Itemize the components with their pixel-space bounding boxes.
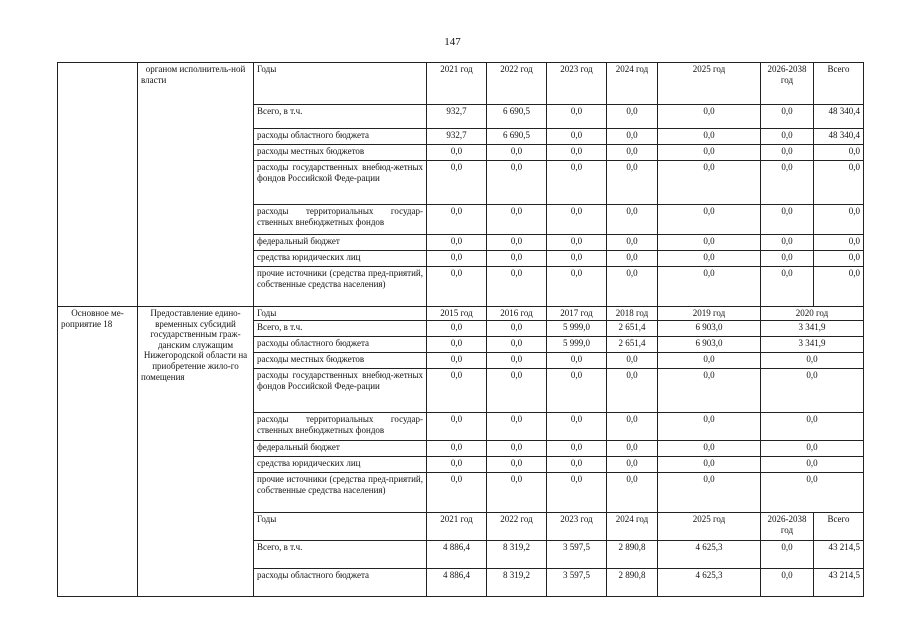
column-header: 2026-2038 год: [761, 63, 814, 105]
column-header: 2020 год: [761, 307, 864, 321]
page-number: 147: [444, 36, 461, 48]
value-cell: 0,0: [547, 413, 607, 441]
value-cell: 0,0: [487, 251, 547, 267]
value-cell: 6 690,5: [487, 105, 547, 129]
value-cell: 4 625,3: [658, 569, 761, 597]
column-header: Годы: [254, 63, 427, 105]
value-cell: 0,0: [658, 473, 761, 513]
value-cell: 0,0: [607, 413, 658, 441]
row-label: расходы территориальных государ-ственных внебюджетных фондов: [254, 205, 427, 235]
value-cell: 0,0: [658, 457, 761, 473]
value-cell: 0,0: [427, 145, 487, 161]
value-cell: 0,0: [658, 235, 761, 251]
value-cell: 0,0: [547, 251, 607, 267]
value-cell: 43 214,5: [814, 541, 864, 569]
measure-cell: Основное ме-роприятие 18: [58, 307, 138, 597]
value-cell: 0,0: [427, 413, 487, 441]
value-cell: 0,0: [607, 369, 658, 413]
value-cell: 0,0: [487, 353, 547, 369]
value-cell: 2 651,4: [607, 321, 658, 337]
value-cell: 0,0: [761, 235, 814, 251]
column-header: 2018 год: [607, 307, 658, 321]
value-cell: 8 319,2: [487, 541, 547, 569]
column-header: 2025 год: [658, 513, 761, 541]
value-cell: 932,7: [427, 129, 487, 145]
executor-cell: органом исполнитель-ной власти: [138, 63, 254, 307]
value-cell: 0,0: [427, 441, 487, 457]
value-cell: 0,0: [547, 369, 607, 413]
column-header: Годы: [254, 307, 427, 321]
value-cell: 4 886,4: [427, 541, 487, 569]
row-label: расходы областного бюджета: [254, 129, 427, 145]
value-cell: 0,0: [427, 161, 487, 205]
value-cell: 0,0: [761, 145, 814, 161]
value-cell: 0,0: [607, 129, 658, 145]
value-cell: 0,0: [814, 267, 864, 307]
value-cell: 0,0: [607, 267, 658, 307]
value-cell: 0,0: [761, 441, 864, 457]
value-cell: 0,0: [487, 457, 547, 473]
value-cell: 0,0: [427, 235, 487, 251]
row-label: прочие источники (средства пред-приятий, собственные средства населения): [254, 267, 427, 307]
row-label: расходы территориальных государ-ственных внебюджетных фондов: [254, 413, 427, 441]
value-cell: 0,0: [607, 235, 658, 251]
value-cell: 0,0: [547, 235, 607, 251]
value-cell: 3 341,9: [761, 337, 864, 353]
value-cell: 0,0: [814, 235, 864, 251]
value-cell: 0,0: [607, 473, 658, 513]
value-cell: 0,0: [547, 105, 607, 129]
column-header: 2024 год: [607, 513, 658, 541]
value-cell: 0,0: [607, 205, 658, 235]
value-cell: 0,0: [658, 205, 761, 235]
column-header: 2026-2038 год: [761, 513, 814, 541]
value-cell: 2 651,4: [607, 337, 658, 353]
value-cell: 0,0: [761, 267, 814, 307]
value-cell: 0,0: [814, 161, 864, 205]
column-header: 2021 год: [427, 513, 487, 541]
value-cell: 0,0: [487, 337, 547, 353]
value-cell: 0,0: [658, 353, 761, 369]
column-header: 2022 год: [487, 513, 547, 541]
value-cell: 0,0: [547, 473, 607, 513]
row-label: Всего, в т.ч.: [254, 541, 427, 569]
column-header: Всего: [814, 513, 864, 541]
value-cell: 0,0: [427, 457, 487, 473]
value-cell: 0,0: [427, 353, 487, 369]
value-cell: 0,0: [547, 353, 607, 369]
value-cell: 3 597,5: [547, 541, 607, 569]
value-cell: 43 214,5: [814, 569, 864, 597]
value-cell: 6 903,0: [658, 321, 761, 337]
value-cell: 0,0: [761, 369, 864, 413]
value-cell: 0,0: [607, 353, 658, 369]
row-label: Всего, в т.ч.: [254, 321, 427, 337]
value-cell: 0,0: [761, 413, 864, 441]
table-body: [58, 63, 864, 597]
value-cell: 0,0: [658, 369, 761, 413]
value-cell: 0,0: [607, 161, 658, 205]
value-cell: 0,0: [487, 161, 547, 205]
row-label: прочие источники (средства пред-приятий, собственные средства населения): [254, 473, 427, 513]
row-label: средства юридических лиц: [254, 457, 427, 473]
value-cell: 48 340,4: [814, 129, 864, 145]
value-cell: 0,0: [658, 161, 761, 205]
value-cell: 0,0: [547, 457, 607, 473]
value-cell: 0,0: [761, 353, 864, 369]
value-cell: 0,0: [761, 105, 814, 129]
measure-description: Предоставление едино-временных субсидий государственным граж-данским служащим Нижегородской области на приобретение жило-го помещения: [138, 307, 254, 597]
column-header: 2024 год: [607, 63, 658, 105]
value-cell: 0,0: [427, 251, 487, 267]
value-cell: 0,0: [761, 205, 814, 235]
value-cell: 0,0: [547, 161, 607, 205]
value-cell: 0,0: [658, 267, 761, 307]
row-label: расходы государственных внебюд-жетных фондов Российской Феде-рации: [254, 369, 427, 413]
value-cell: 3 597,5: [547, 569, 607, 597]
value-cell: 0,0: [547, 145, 607, 161]
row-label: федеральный бюджет: [254, 235, 427, 251]
value-cell: 0,0: [487, 413, 547, 441]
value-cell: 0,0: [607, 251, 658, 267]
value-cell: 0,0: [658, 145, 761, 161]
value-cell: 0,0: [761, 251, 814, 267]
row-label: Всего, в т.ч.: [254, 105, 427, 129]
value-cell: 4 886,4: [427, 569, 487, 597]
value-cell: 0,0: [547, 267, 607, 307]
value-cell: 0,0: [487, 205, 547, 235]
column-header: Всего: [814, 63, 864, 105]
value-cell: 0,0: [547, 129, 607, 145]
column-header: 2017 год: [547, 307, 607, 321]
column-header: 2025 год: [658, 63, 761, 105]
row-label: расходы областного бюджета: [254, 569, 427, 597]
value-cell: 0,0: [761, 569, 814, 597]
column-header: 2022 год: [487, 63, 547, 105]
value-cell: 0,0: [814, 145, 864, 161]
row-label: расходы местных бюджетов: [254, 145, 427, 161]
value-cell: 0,0: [761, 457, 864, 473]
value-cell: 0,0: [427, 321, 487, 337]
column-header: 2021 год: [427, 63, 487, 105]
value-cell: 0,0: [658, 251, 761, 267]
column-header: 2023 год: [547, 63, 607, 105]
value-cell: 0,0: [427, 473, 487, 513]
value-cell: 0,0: [658, 413, 761, 441]
value-cell: 8 319,2: [487, 569, 547, 597]
column-header: 2016 год: [487, 307, 547, 321]
value-cell: 0,0: [487, 369, 547, 413]
value-cell: 0,0: [547, 205, 607, 235]
value-cell: 0,0: [427, 337, 487, 353]
value-cell: 0,0: [658, 105, 761, 129]
row-label: расходы областного бюджета: [254, 337, 427, 353]
value-cell: 932,7: [427, 105, 487, 129]
value-cell: 0,0: [761, 541, 814, 569]
value-cell: 0,0: [607, 145, 658, 161]
value-cell: 0,0: [487, 441, 547, 457]
value-cell: 0,0: [761, 129, 814, 145]
table-header-row: [58, 63, 864, 105]
row-label: федеральный бюджет: [254, 441, 427, 457]
value-cell: 0,0: [427, 205, 487, 235]
value-cell: 4 625,3: [658, 541, 761, 569]
row-label: расходы государственных внебюд-жетных фондов Российской Феде-рации: [254, 161, 427, 205]
value-cell: 3 341,9: [761, 321, 864, 337]
budget-table: [57, 62, 864, 597]
value-cell: 0,0: [487, 321, 547, 337]
value-cell: 0,0: [607, 441, 658, 457]
value-cell: 2 890,8: [607, 569, 658, 597]
value-cell: 5 999,0: [547, 337, 607, 353]
value-cell: 6 903,0: [658, 337, 761, 353]
column-header: Годы: [254, 513, 427, 541]
value-cell: 0,0: [487, 267, 547, 307]
value-cell: 0,0: [658, 129, 761, 145]
column-header: 2015 год: [427, 307, 487, 321]
row-label: расходы местных бюджетов: [254, 353, 427, 369]
value-cell: 0,0: [487, 473, 547, 513]
value-cell: 0,0: [761, 161, 814, 205]
value-cell: 0,0: [814, 205, 864, 235]
column-header: 2019 год: [658, 307, 761, 321]
value-cell: 0,0: [427, 267, 487, 307]
value-cell: 0,0: [607, 457, 658, 473]
row-label: средства юридических лиц: [254, 251, 427, 267]
column-header: 2023 год: [547, 513, 607, 541]
value-cell: 0,0: [607, 105, 658, 129]
value-cell: 0,0: [547, 441, 607, 457]
value-cell: 0,0: [487, 235, 547, 251]
value-cell: 2 890,8: [607, 541, 658, 569]
value-cell: 0,0: [761, 473, 864, 513]
measure-cell-empty: [58, 63, 138, 307]
table-header-row: [58, 307, 864, 321]
value-cell: 48 340,4: [814, 105, 864, 129]
value-cell: 5 999,0: [547, 321, 607, 337]
value-cell: 6 690,5: [487, 129, 547, 145]
value-cell: 0,0: [427, 369, 487, 413]
value-cell: 0,0: [814, 251, 864, 267]
value-cell: 0,0: [487, 145, 547, 161]
value-cell: 0,0: [658, 441, 761, 457]
